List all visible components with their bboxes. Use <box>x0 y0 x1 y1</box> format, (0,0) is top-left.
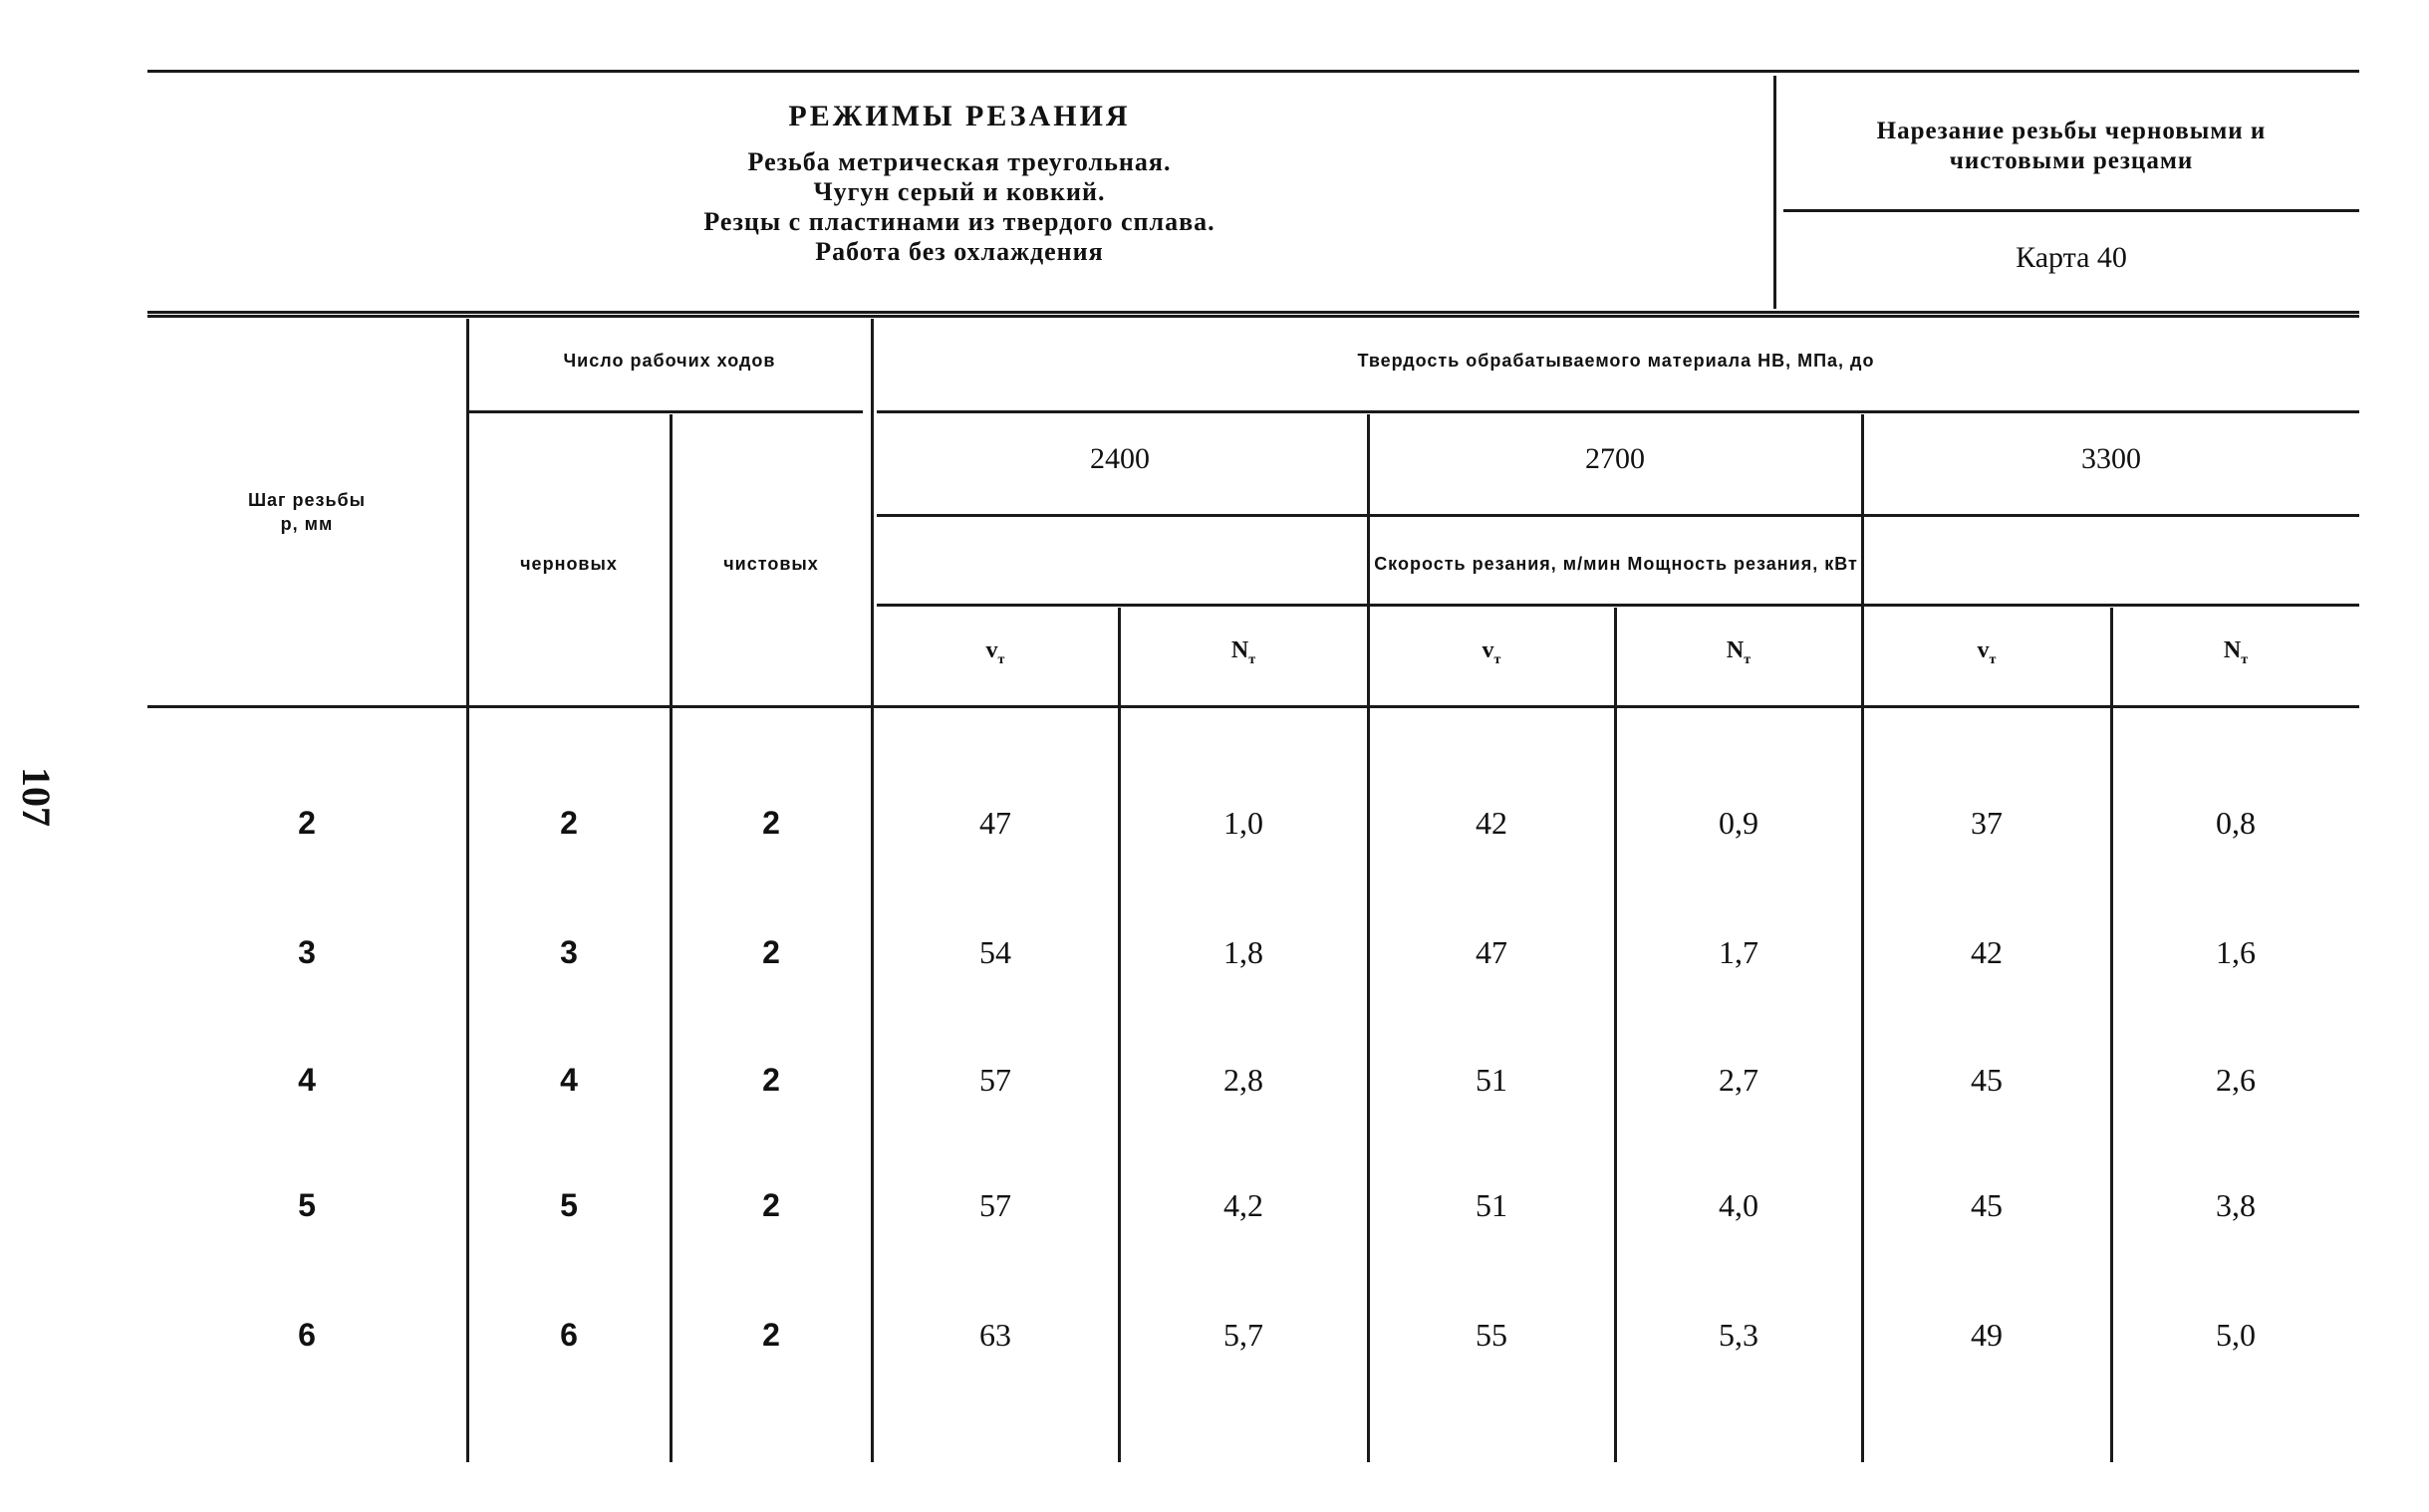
cell-n-2700: 4,0 <box>1719 1187 1758 1223</box>
cell-n-2700: 1,7 <box>1719 934 1758 970</box>
header-bottom-rule <box>147 311 2359 314</box>
vline-hardness <box>871 319 874 1462</box>
cell-n-2400: 1,0 <box>1223 805 1263 841</box>
cell-pitch: 3 <box>298 934 316 970</box>
hardness-header: Твердость обрабатываемого материала НВ, МПа, до <box>1357 351 1875 371</box>
cell-pitch: 5 <box>298 1187 316 1223</box>
cell-n-3300: 1,6 <box>2216 934 2256 970</box>
header-subtitle-4: Работа без охлаждения <box>815 237 1104 266</box>
hardness-rule <box>877 410 2359 413</box>
header-top-rule <box>147 70 2359 73</box>
finish-header: чистовых <box>723 554 819 574</box>
cell-finish: 2 <box>762 805 780 841</box>
cell-n-2400: 1,8 <box>1223 934 1263 970</box>
passes-header: Число рабочих ходов <box>563 351 776 371</box>
header-subtitle-1: Резьба метрическая треугольная. <box>747 147 1172 176</box>
speed-power-header: Скорость резания, м/мин Мощность резания, кВт <box>1374 554 1858 574</box>
header-title: РЕЖИМЫ РЕЗАНИЯ <box>788 100 1131 132</box>
sym-n-2400: $N_т$ <box>1230 637 1256 667</box>
rough-header: черновых <box>520 554 618 574</box>
cell-finish: 2 <box>762 1187 780 1223</box>
cell-n-2700: 2,7 <box>1719 1062 1758 1098</box>
header-subtitle-2: Чугун серый и ковкий. <box>813 177 1106 206</box>
pitch-header-1: Шаг резьбы <box>247 490 367 510</box>
cell-v-2700: 51 <box>1476 1187 1507 1223</box>
cell-v-2400: 47 <box>979 805 1011 841</box>
hardness-2400: 2400 <box>1090 442 1150 475</box>
hardness-2700: 2700 <box>1585 442 1645 475</box>
operation-line-1: Нарезание резьбы черновыми и <box>1876 118 2267 144</box>
sym-v-3300: $v_т$ <box>1977 637 1997 667</box>
cell-finish: 2 <box>762 934 780 970</box>
sym-n-2700: $N_т$ <box>1726 637 1752 667</box>
cell-v-3300: 49 <box>1971 1317 2003 1353</box>
sym-v-2700: $v_т$ <box>1482 637 1501 667</box>
cell-n-2700: 5,3 <box>1719 1317 1758 1353</box>
cell-rough: 5 <box>560 1187 578 1223</box>
vline-pitch <box>466 319 469 1462</box>
cell-n-3300: 3,8 <box>2216 1187 2256 1223</box>
cell-n-2700: 0,9 <box>1719 805 1758 841</box>
cell-finish: 2 <box>762 1062 780 1098</box>
cell-v-2700: 55 <box>1476 1317 1507 1353</box>
sym-n-3300: $N_т$ <box>2223 637 2249 667</box>
cell-pitch: 6 <box>298 1317 316 1353</box>
cell-finish: 2 <box>762 1317 780 1353</box>
cell-rough: 4 <box>560 1062 578 1098</box>
header-subtitle-3: Резцы с пластинами из твердого сплава. <box>703 207 1215 236</box>
passes-rule <box>468 410 863 413</box>
cell-n-2400: 4,2 <box>1223 1187 1263 1223</box>
cell-v-2700: 47 <box>1476 934 1507 970</box>
cell-v-2400: 57 <box>979 1187 1011 1223</box>
operation-line-2: чистовыми резцами <box>1949 147 2194 174</box>
cell-rough: 6 <box>560 1317 578 1353</box>
pitch-header-2: р, мм <box>280 514 334 534</box>
cell-v-2700: 51 <box>1476 1062 1507 1098</box>
cell-v-3300: 37 <box>1971 805 2003 841</box>
speed-power-rule <box>877 604 2359 607</box>
cell-pitch: 2 <box>298 805 316 841</box>
cell-rough: 2 <box>560 805 578 841</box>
cell-v-2400: 57 <box>979 1062 1011 1098</box>
cell-n-3300: 0,8 <box>2216 805 2256 841</box>
hardness-values-rule <box>877 514 2359 517</box>
cell-n-2400: 2,8 <box>1223 1062 1263 1098</box>
cell-n-3300: 5,0 <box>2216 1317 2256 1353</box>
cell-v-3300: 42 <box>1971 934 2003 970</box>
cell-rough: 3 <box>560 934 578 970</box>
cell-v-3300: 45 <box>1971 1187 2003 1223</box>
sym-v-2400: $v_т$ <box>985 637 1005 667</box>
cell-v-3300: 45 <box>1971 1062 2003 1098</box>
cell-v-2700: 42 <box>1476 805 1507 841</box>
cell-v-2400: 63 <box>979 1317 1011 1353</box>
cell-v-2400: 54 <box>979 934 1011 970</box>
table-header-bottom-rule <box>147 705 2359 708</box>
card-number: Карта 40 <box>2016 241 2127 274</box>
cell-n-2400: 5,7 <box>1223 1317 1263 1353</box>
table-top-rule <box>147 315 2359 318</box>
hardness-3300: 3300 <box>2081 442 2141 475</box>
cell-n-3300: 2,6 <box>2216 1062 2256 1098</box>
cell-pitch: 4 <box>298 1062 316 1098</box>
page-number: 107 <box>14 767 59 827</box>
header-divider <box>1773 76 1776 309</box>
header-right-rule <box>1783 209 2359 212</box>
